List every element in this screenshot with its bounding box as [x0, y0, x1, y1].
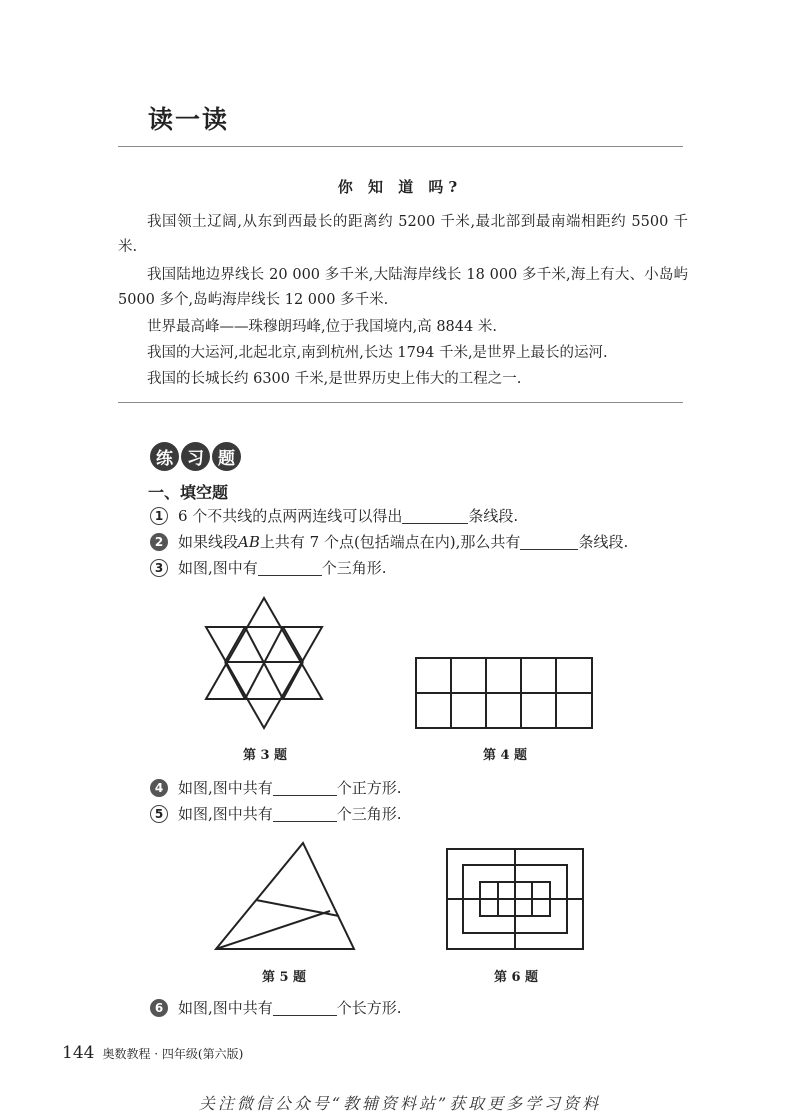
page-footer — [62, 1043, 243, 1063]
reading-subtitle: 你 知 道 吗? — [337, 178, 463, 196]
question-text-cont: 上共有 7 个点(包括端点在内),那么共有 — [259, 533, 521, 551]
question-number: 4 — [150, 779, 168, 797]
figure-3-caption: 第 3 题 — [242, 748, 288, 763]
bottom-divider — [118, 402, 683, 403]
figure-6-caption: 第 6 题 — [493, 970, 539, 985]
fill-in-section-heading: 一、填空题 — [148, 483, 229, 502]
top-divider — [118, 146, 683, 147]
watermark-text: 关注微信公众号“教辅资料站”获取更多学习资料 — [198, 1094, 602, 1113]
badge-char-3: 题 — [212, 442, 241, 471]
question-text-end: 条线段. — [578, 533, 629, 551]
answer-blank[interactable] — [273, 999, 337, 1016]
question-number: 3 — [150, 559, 168, 577]
answer-blank[interactable] — [520, 533, 578, 550]
question-text-end: 个正方形. — [336, 779, 402, 797]
segment-label: AB — [238, 532, 260, 551]
question-text: 如图,图中共有 — [178, 805, 273, 823]
paragraph-3: 世界最高峰——珠穆朗玛峰,位于我国境内,高 8844 米. — [147, 319, 497, 335]
question-6 — [150, 997, 402, 1018]
question-text: 6 个不共线的点两两连线可以得出 — [178, 507, 403, 525]
question-text: 如图,图中共有 — [178, 779, 273, 797]
question-text-end: 个三角形. — [321, 559, 387, 577]
question-3 — [150, 557, 387, 578]
paragraph-4: 我国的大运河,北起北京,南到杭州,长达 1794 千米,是世界上最长的运河. — [147, 345, 608, 361]
question-number: 2 — [150, 533, 168, 551]
question-text-end: 条线段. — [468, 507, 519, 525]
answer-blank[interactable] — [258, 559, 322, 576]
paragraph-2: 我国陆地边界线长 20 000 多千米,大陆海岸线长 18 000 多千米,海上有大、小岛屿 5000 多个,岛屿海岸线长 12 000 多千米. — [118, 267, 688, 308]
question-4 — [150, 777, 402, 798]
badge-char-2: 习 — [181, 442, 210, 471]
section-title: 读一读 — [148, 105, 230, 134]
figure-4-grid — [415, 657, 595, 729]
figure-6-rectangles — [446, 848, 586, 952]
question-1 — [150, 505, 518, 526]
exercise-badge — [150, 442, 241, 471]
figure-4-caption: 第 4 题 — [482, 748, 528, 763]
page-number: 144 — [62, 1043, 95, 1063]
question-text-end: 个三角形. — [336, 805, 402, 823]
answer-blank[interactable] — [402, 507, 468, 524]
answer-blank[interactable] — [273, 805, 337, 822]
question-number: 1 — [150, 507, 168, 525]
book-title: 奥数教程 · 四年级(第六版) — [102, 1047, 244, 1061]
question-text-end: 个长方形. — [336, 999, 402, 1017]
badge-char-1: 练 — [150, 442, 179, 471]
answer-blank[interactable] — [273, 779, 337, 796]
question-2 — [150, 531, 628, 552]
question-number: 6 — [150, 999, 168, 1017]
question-number: 5 — [150, 805, 168, 823]
paragraph-1: 我国领土辽阔,从东到西最长的距离约 5200 千米,最北部到最南端相距约 5500 千米. — [118, 214, 688, 255]
question-text: 如果线段 — [178, 533, 239, 551]
question-5 — [150, 803, 402, 824]
figure-5-caption: 第 5 题 — [261, 970, 307, 985]
figure-5-triangle — [212, 840, 358, 952]
question-text: 如图,图中有 — [178, 559, 258, 577]
paragraph-5: 我国的长城长约 6300 千米,是世界历史上伟大的工程之一. — [147, 371, 522, 387]
figure-3-star — [200, 592, 330, 732]
question-text: 如图,图中共有 — [178, 999, 273, 1017]
